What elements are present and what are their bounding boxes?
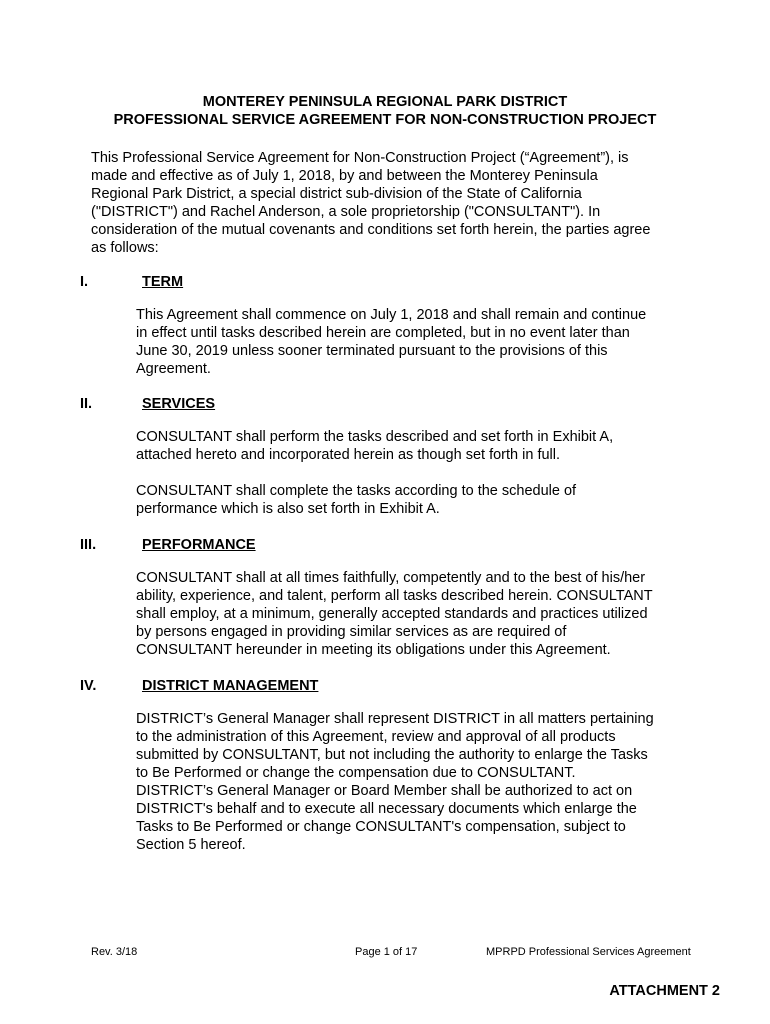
section-title-performance: PERFORMANCE — [142, 537, 256, 553]
section-paragraph — [136, 569, 696, 659]
footer-page-number: Page 1 of 17 — [355, 946, 418, 958]
intro-line: consideration of the mutual covenants and conditions set forth herein, the parties agree — [91, 222, 651, 238]
intro-line: made and effective as of July 1, 2018, by and between the Monterey Peninsula — [91, 168, 598, 184]
footer-revision: Rev. 3/18 — [91, 946, 138, 958]
paragraph-line: submitted by CONSULTANT, but not including the authority to enlarge the Tasks — [136, 747, 648, 763]
section-title-district-management: DISTRICT MANAGEMENT — [142, 678, 319, 694]
section-title-services: SERVICES — [142, 396, 216, 412]
paragraph-line: DISTRICT’s General Manager or Board Member shall be authorized to act on — [136, 783, 633, 799]
paragraph-line: shall employ, at a minimum, generally accepted standards and practices utilized — [136, 606, 648, 622]
intro-paragraph — [91, 149, 691, 257]
paragraph-line: DISTRICT’s General Manager shall represent DISTRICT in all matters pertaining — [136, 711, 654, 727]
section-title-term: TERM — [142, 274, 184, 290]
section-paragraph — [136, 710, 696, 854]
paragraph-line: CONSULTANT shall at all times faithfully, competently and to the best of his/her — [136, 570, 646, 586]
section-number: II. — [80, 396, 93, 412]
paragraph-line: Section 5 hereof. — [136, 837, 246, 853]
paragraph-line: CONSULTANT shall complete the tasks according to the schedule of — [136, 483, 577, 499]
paragraph-line: Agreement. — [136, 361, 211, 377]
intro-line: as follows: — [91, 240, 159, 256]
paragraph-line: performance which is also set forth in Exhibit A. — [136, 501, 440, 517]
section-number: IV. — [80, 678, 97, 694]
section-number: III. — [80, 537, 97, 553]
paragraph-line: ability, experience, and talent, perform all tasks described herein. CONSULTANT — [136, 588, 653, 604]
paragraph-line: DISTRICT's behalf and to execute all necessary documents which enlarge the — [136, 801, 637, 817]
section-paragraph — [136, 482, 696, 518]
paragraph-line: This Agreement shall commence on July 1, 2018 and shall remain and continue — [136, 307, 647, 323]
section-paragraph — [136, 306, 696, 378]
intro-line: This Professional Service Agreement for Non-Construction Project (“Agreement”), is — [91, 150, 629, 166]
document-title-line1: MONTEREY PENINSULA REGIONAL PARK DISTRICT — [202, 94, 568, 110]
section-number: I. — [80, 274, 89, 290]
paragraph-line: June 30, 2019 unless sooner terminated pursuant to the provisions of this — [136, 343, 608, 359]
paragraph-line: CONSULTANT hereunder in meeting its obligations under this Agreement. — [136, 642, 611, 658]
intro-line: Regional Park District, a special district sub-division of the State of California — [91, 186, 582, 202]
intro-line: ("DISTRICT") and Rachel Anderson, a sole proprietorship ("CONSULTANT"). In — [91, 204, 601, 220]
document-title-line2: PROFESSIONAL SERVICE AGREEMENT FOR NON-CONSTRUCTION PROJECT — [113, 112, 657, 128]
attachment-label: ATTACHMENT 2 — [609, 983, 720, 999]
paragraph-line: Tasks to Be Performed or change CONSULTANT's compensation, subject to — [136, 819, 626, 835]
paragraph-line: CONSULTANT shall perform the tasks described and set forth in Exhibit A, — [136, 429, 614, 445]
footer-document-name: MPRPD Professional Services Agreement — [486, 946, 691, 958]
section-paragraph — [136, 428, 696, 464]
paragraph-line: by persons engaged in providing similar services as are required of — [136, 624, 567, 640]
paragraph-line: to the administration of this Agreement, review and approval of all products — [136, 729, 616, 745]
paragraph-line: attached hereto and incorporated herein as though set forth in full. — [136, 447, 561, 463]
paragraph-line: to Be Performed or change the compensation due to CONSULTANT. — [136, 765, 576, 781]
paragraph-line: in effect until tasks described herein are completed, but in no event later than — [136, 325, 630, 341]
